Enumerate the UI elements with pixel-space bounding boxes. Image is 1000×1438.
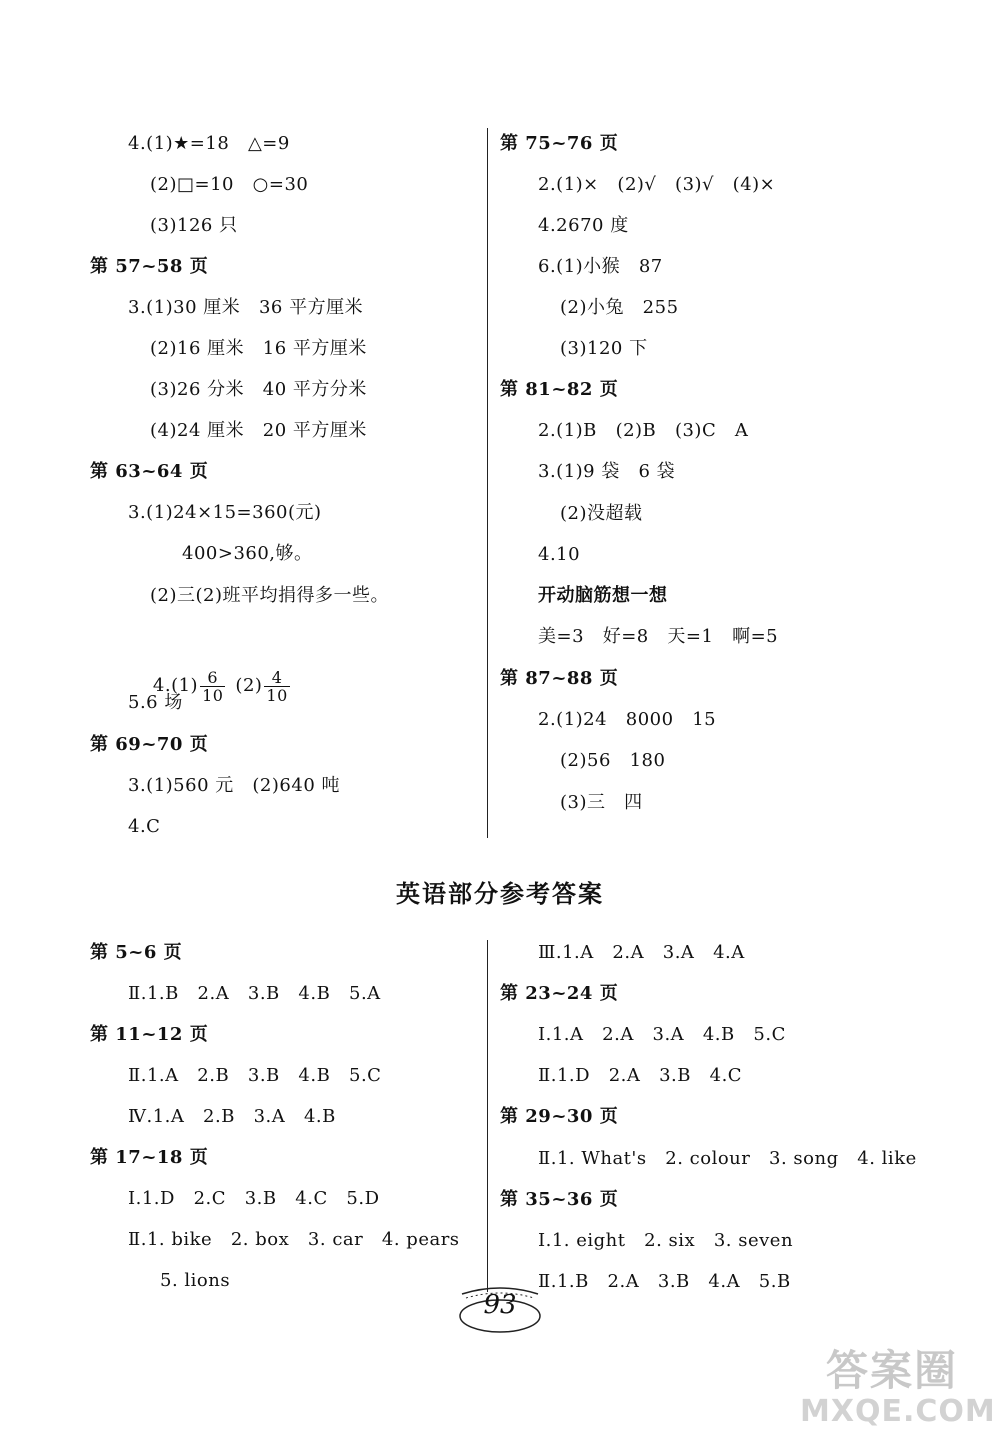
answer-line: (2)小兔 255 (560, 297, 679, 318)
answer-line: 400>360,够。 (182, 543, 313, 564)
answer-line: Ⅱ.1.B 2.A 3.B 4.B 5.A (128, 983, 381, 1004)
answer-line: (2)56 180 (560, 750, 666, 771)
answer-line: (4)24 厘米 20 平方厘米 (150, 420, 367, 441)
page-range-heading: 第 5~6 页 (90, 942, 183, 963)
answer-line: Ⅱ.1.A 2.B 3.B 4.B 5.C (128, 1065, 382, 1086)
answer-line: (2)三(2)班平均捐得多一些。 (150, 585, 389, 606)
answer-line: 3.(1)30 厘米 36 平方厘米 (128, 297, 364, 318)
answer-line: Ⅳ.1.A 2.B 3.A 4.B (128, 1106, 336, 1127)
answer-line: Ⅰ.1.A 2.A 3.A 4.B 5.C (538, 1024, 786, 1045)
column-divider (487, 128, 488, 838)
page-range-heading: 第 87~88 页 (500, 668, 619, 689)
page-range-heading: 第 57~58 页 (90, 256, 209, 277)
page-range-heading: 第 35~36 页 (500, 1189, 619, 1210)
answer-line: 5. lions (160, 1270, 231, 1291)
answer-line: (3)126 只 (150, 215, 238, 236)
answer-line: 2.(1)× (2)√ (3)√ (4)× (538, 174, 776, 195)
answer-line: 4.10 (538, 544, 581, 565)
answer-line: 6.(1)小猴 87 (538, 256, 663, 277)
answer-line: 5.6 场 (128, 692, 183, 713)
answer-line: (2)□=10 ○=30 (150, 174, 309, 195)
answer-line: 3.(1)9 袋 6 袋 (538, 461, 676, 482)
answer-line: Ⅰ.1. eight 2. six 3. seven (538, 1230, 794, 1251)
page-range-heading: 第 17~18 页 (90, 1147, 209, 1168)
answer-line: (2)16 厘米 16 平方厘米 (150, 338, 367, 359)
answer-line: 4.C (128, 816, 161, 837)
answer-line: Ⅱ.1. What's 2. colour 3. song 4. like (538, 1148, 917, 1169)
page-number: 93 (483, 1290, 517, 1320)
watermark-site: MXQE.COM (800, 1394, 996, 1429)
bonus-heading: 开动脑筋想一想 (538, 585, 668, 606)
answer-prefix: 4.(1) (152, 675, 199, 696)
page-range-heading: 第 63~64 页 (90, 461, 209, 482)
page-range-heading: 第 81~82 页 (500, 379, 619, 400)
column-divider (487, 940, 488, 1292)
watermark (740, 1338, 996, 1433)
fraction-six-tenths: $\frac{6}{10}$ (202, 667, 224, 705)
watermark-logo: 答案圈 (826, 1346, 959, 1395)
answer-line: 4.2670 度 (538, 215, 629, 236)
answer-line: (3)26 分米 40 平方分米 (150, 379, 367, 400)
answer-line: 美=3 好=8 天=1 啊=5 (538, 626, 779, 647)
answer-line: Ⅲ.1.A 2.A 3.A 4.A (538, 942, 745, 963)
page-range-heading: 第 29~30 页 (500, 1106, 619, 1127)
answer-line: (3)三 四 (560, 792, 643, 813)
page-range-heading: 第 23~24 页 (500, 983, 619, 1004)
page-range-heading: 第 11~12 页 (90, 1024, 209, 1045)
answer-line: 3.(1)24×15=360(元) (128, 502, 322, 523)
answer-line: 2.(1)B (2)B (3)C A (538, 420, 749, 441)
answer-line: (2)没超载 (560, 503, 643, 524)
fraction-answer-line (128, 632, 292, 740)
english-section-title: 英语部分参考答案 (396, 880, 604, 908)
answer-line: Ⅰ.1.D 2.C 3.B 4.C 5.D (128, 1188, 380, 1209)
page-range-heading: 第 69~70 页 (90, 734, 209, 755)
answer-line: 2.(1)24 8000 15 (538, 709, 717, 730)
page-range-heading: 第 75~76 页 (500, 133, 619, 154)
answer-line: 4.(1)★=18 △=9 (128, 133, 290, 154)
answer-line: Ⅱ.1.D 2.A 3.B 4.C (538, 1065, 743, 1086)
answer-line: Ⅱ.1.B 2.A 3.B 4.A 5.B (538, 1271, 791, 1292)
answer-prefix: (2) (235, 675, 263, 696)
answer-line: (3)120 下 (560, 338, 648, 359)
answer-line: 3.(1)560 元 (2)640 吨 (128, 775, 340, 796)
fraction-four-tenths: $\frac{4}{10}$ (266, 667, 288, 705)
answer-line: Ⅱ.1. bike 2. box 3. car 4. pears (128, 1229, 460, 1250)
